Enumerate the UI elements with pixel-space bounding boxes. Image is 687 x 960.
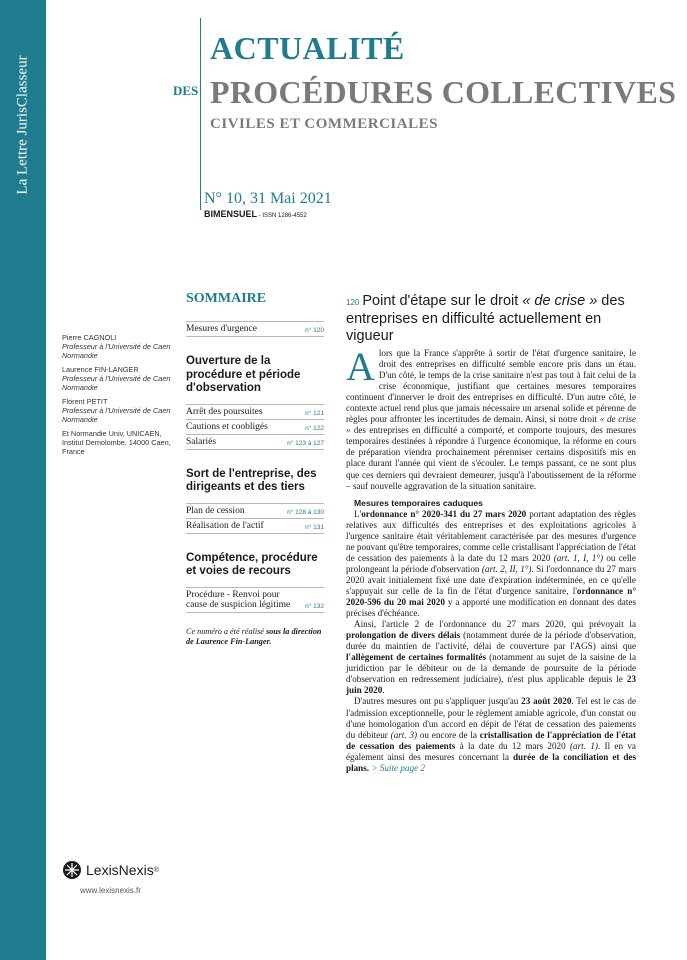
author-name: Laurence FIN-LANGER — [62, 365, 139, 374]
sommaire-item-num: n° 131 — [305, 523, 324, 531]
sommaire-item[interactable] — [186, 420, 324, 435]
sommaire-item-label: Mesures d'urgence — [186, 324, 257, 334]
p3-3: (notamment au sujet de la saisine de la juridiction par le débiteur ou de la demande de poursuite de la période d'observation en redressement judiciaire), n'est plus applicable depuis le — [346, 652, 637, 685]
sommaire-item[interactable] — [186, 435, 324, 450]
drop-cap: A — [346, 344, 375, 389]
masthead-line1: ACTUALITÉ — [210, 30, 405, 66]
masthead-line3: CIVILES ET COMMERCIALES — [210, 116, 438, 132]
article-number: 120 — [346, 298, 360, 307]
article-title-a: Point d'étape sur le droit — [362, 293, 523, 309]
p1b: des entreprises en difficulté a comporté, et comporte toujours, des mesures temporaires destinées à répondre à l'urgence économique, la réforme en cours de préparation viendra prochainement pérenniser certains dispositifs mis en place durant l'année qui vient de s'écouler. Le temps passant, ce ne sont plus que ces derniers qui devraient demeurer, jusqu'à l'aboutissement de la réforme – sauf nouvelle aggravation de la situation sanitaire. — [346, 425, 636, 491]
article-title — [346, 293, 636, 345]
sommaire-item-label: Cautions et coobligés — [186, 421, 268, 432]
p2-i1: (art. 1, I, 1°) — [553, 552, 604, 563]
sommaire — [186, 291, 324, 647]
sommaire-item[interactable] — [186, 519, 324, 534]
author — [62, 429, 172, 456]
p2-b1: ordonnance n° 2020-341 du 27 mars 2020 — [361, 508, 527, 519]
sommaire-item-num: n° 120 — [305, 327, 324, 334]
author-role: Professeur à l'Université de Caen Normandie — [62, 342, 171, 360]
p3-b3: 23 juin 2020 — [346, 674, 636, 696]
sommaire-item-num: n° 132 — [305, 602, 324, 610]
article-title-italic: « de crise » — [522, 293, 598, 309]
p4-2: . Tel est le cas de l'admission exceptionnelle, pour le règlement amiable agricole, d'un constat ou d'une homologation d'un accord en dépit de l'état de cessation des paiements du débiteur — [346, 696, 636, 740]
p3-b1: prolongation de divers délais — [346, 630, 461, 641]
p4-4: à la date du 12 mars 2020 — [455, 740, 571, 751]
sommaire-item-label: Réalisation de l'actif — [186, 520, 264, 531]
p3-1: Ainsi, l'article 2 de l'ordonnance du 27 mars 2020, qui prévoyait la — [354, 619, 636, 630]
author-name: Et Normandie Univ, UNICAEN, Institut Demolombe, 14000 Caen, France — [62, 429, 171, 456]
sommaire-item[interactable] — [186, 503, 324, 519]
masthead-rule — [200, 18, 201, 210]
sommaire-section-title: Compétence, procédure et voies de recours — [186, 551, 318, 577]
p4-5: . Il en va également ainsi des mesures concernant la — [346, 740, 636, 762]
article-paragraph — [346, 344, 636, 492]
p2-4: . Si l'ordonnance du 27 mars 2020 avait initialement fixé une date d'expiration indéterminée, en ce qu'elle s'appuyait sur celle de la fin de l'état d'urgence sanitaire, l' — [346, 563, 637, 596]
sommaire-note-text: Ce numéro a été réalisé — [186, 626, 266, 636]
article-subhead: Mesures temporaires caduques — [354, 497, 483, 508]
sommaire-note-bold: sous la direction de Laurence Fin-Langer. — [186, 626, 322, 646]
author — [62, 397, 172, 424]
p4-3: ou encore de la — [417, 729, 480, 740]
sommaire-item[interactable] — [186, 587, 324, 613]
p2-5: y a apporté une modification en donnant des dates précises d'échéance. — [346, 597, 636, 619]
author — [62, 365, 172, 392]
p4-b3: durée de la conciliation et des plans. — [346, 751, 637, 773]
sommaire-item-label: Salariés — [186, 436, 217, 447]
p4-i2: (art. 1) — [570, 740, 598, 751]
sommaire-section-title: Sort de l'entreprise, des dirigeants et des tiers — [186, 467, 317, 493]
continued-link[interactable]: > Suite page 2 — [371, 762, 425, 773]
author — [62, 333, 172, 360]
p4-i1: (art. 3) — [390, 729, 418, 740]
p3-4: . — [382, 685, 385, 696]
author-role: Professeur à l'Université de Caen Normandie — [62, 374, 171, 392]
masthead-line2: PROCÉDURES COLLECTIVES — [210, 74, 677, 110]
knowledge-burst-icon — [62, 860, 82, 880]
author-role: Professeur à l'Université de Caen Normandie — [62, 406, 171, 424]
p2-b2: ordonnance n° 2020-596 du 20 mai 2020 — [346, 585, 636, 608]
p1a: lors que la France s'apprête à sortir de l'état d'urgence sanitaire, le droit des entreprises en difficulté semble encore pris dans un étau. D'un côté, le temps de la crise sanitaire n'est pas tout à fait celui de la crise économique, justifiant que certaines mesures temporaires continuent d'innerver le droit des entreprises en difficulté. D'un autre côté, le contexte actuel rend plus que jamais nécessaire un arsenal solide et pérenne de règles pour affronter les incertitudes de demain. Ainsi, si notre droit — [346, 348, 636, 425]
p4-b2: cristallisation de l'appréciation de l'état de cessation des paiements — [346, 729, 636, 751]
article-header — [346, 293, 636, 345]
sommaire-item-num: n° 128 à 130 — [287, 508, 324, 516]
sommaire-item[interactable] — [186, 321, 324, 337]
article-paragraph — [346, 696, 636, 773]
issn: - ISSN 1286-4552 — [257, 213, 307, 219]
sommaire-item-num: n° 121 — [305, 409, 324, 417]
registered-mark: ® — [153, 866, 159, 874]
p3-b2: l'allègement de certaines formalités — [346, 652, 487, 663]
sommaire-note — [186, 627, 324, 647]
sommaire-item-label: Procédure - Renvoi pour cause de suspicion légitime — [186, 589, 291, 610]
sommaire-title: SOMMAIRE — [186, 291, 267, 306]
article-paragraph — [346, 619, 636, 696]
publisher-footer — [62, 860, 159, 895]
website-url[interactable]: www.lexisnexis.fr — [80, 886, 141, 895]
issue-number: N° 10, 31 Mai 2021 — [204, 190, 332, 207]
p2-i2: (art. 2, II, 1°) — [481, 563, 532, 574]
p4-1: D'autres mesures ont pu s'appliquer jusqu'au — [354, 696, 522, 707]
sommaire-item-label: Arrêt des poursuites — [186, 406, 263, 417]
p2-1: L' — [354, 508, 362, 519]
p4-b1: 23 août 2020 — [521, 696, 572, 707]
article-body — [346, 344, 637, 774]
p3-2: (notamment durée de la période d'observation, durée du maintien de l'activité, délai de couverture par l'AGS) ainsi que — [346, 630, 636, 652]
authors-list — [62, 333, 172, 461]
brand-name: LexisNexis — [86, 862, 154, 878]
left-sidebar-band — [0, 0, 46, 960]
sidebar-title: La Lettre JurisClasseur — [14, 55, 31, 195]
p2-2: portant adaptation des règles relatives aux difficultés des entreprises et des exploitations agricoles à l'urgence sanitaire était véritablement caractérisée par des mesures d'urgence ne pouvant qu'être temporaires, comme celle cristallisant l'appréciation de l'état de cessation des paiements à la date du 12 mars 2020 — [346, 508, 636, 563]
sommaire-item[interactable] — [186, 404, 324, 420]
sommaire-item-num: n° 123 à 127 — [287, 439, 324, 447]
periodicity-label: BIMENSUEL — [204, 209, 258, 219]
sommaire-item-label: Plan de cession — [186, 505, 245, 516]
article-paragraph — [346, 509, 636, 619]
lexisnexis-logo[interactable] — [62, 860, 159, 880]
masthead-des: DES — [173, 83, 199, 98]
article-title-b: des entreprises en difficulté actuellement en vigueur — [346, 293, 625, 344]
sommaire-section-title: Ouverture de la procédure et période d'observation — [186, 355, 301, 394]
p2-3: ou celle prolongeant la période d'observation — [346, 552, 636, 574]
author-name: Florent PETIT — [62, 397, 108, 406]
p1i: « de crise » — [346, 414, 636, 436]
author-name: Pierre CAGNOLI — [62, 333, 117, 342]
periodicity — [204, 209, 307, 219]
sommaire-item-num: n° 122 — [305, 424, 324, 432]
